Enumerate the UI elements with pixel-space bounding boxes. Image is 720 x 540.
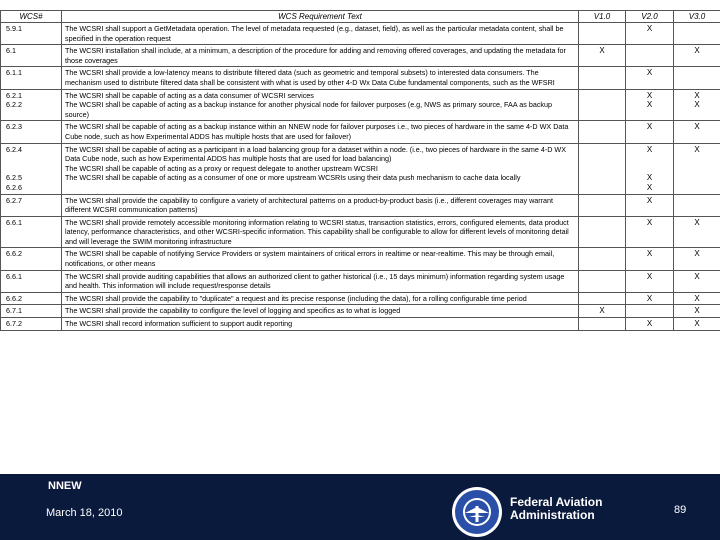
col-header-id: WCS# (1, 11, 62, 23)
v1-mark (579, 67, 626, 89)
table-row (1, 305, 720, 318)
v3-mark (674, 194, 720, 216)
v2-mark: X (626, 248, 674, 270)
v2-mark: X (626, 23, 674, 45)
requirement-id: 6.7.2 (1, 318, 62, 331)
requirement-id: 6.6.2 (1, 248, 62, 270)
v3-mark: X (674, 248, 720, 270)
requirement-text: The WCSRI installation shall include, at a minimum, a description of the procedure for adding and removing offered coverages, and updating the metadata for those coverages (62, 45, 579, 67)
requirement-id: 6.6.2 (1, 292, 62, 305)
v1-mark (579, 121, 626, 143)
col-header-v3: V3.0 (674, 11, 720, 23)
table-row (1, 194, 720, 216)
v1-mark (579, 143, 626, 194)
faa-seal-icon (451, 486, 503, 538)
requirement-text: The WCSRI shall provide remotely accessible monitoring information relating to WCSRI status, transaction statistics, errors, configured elements, data product latency, performance characteristics, and other WCSRI-specific information. This capability shall be configurable to allow for different levels of monitoring detail and will leverage the SWIM monitoring infrastructure (62, 216, 579, 248)
v3-mark (674, 67, 720, 89)
requirement-text: The WCSRI shall support a GetMetadata operation. The level of metadata requested (e.g., dataset, field), as well as the particular metadata content, shall be specified in the operation request (62, 23, 579, 45)
v1-mark (579, 292, 626, 305)
v2-mark: X (626, 292, 674, 305)
requirement-id: 5.9.1 (1, 23, 62, 45)
requirement-id: 6.2.4 6.2.5 6.2.6 (1, 143, 62, 194)
v2-mark: X (626, 121, 674, 143)
v3-mark: X (674, 318, 720, 331)
requirement-text: The WCSRI shall be capable of acting as a data consumer of WCSRI services The WCSRI shall be capable of acting as a backup instance for another physical node for failover purposes (e.g, NWS as primary source, FAA as backup source) (62, 89, 579, 121)
table-row (1, 89, 720, 121)
requirement-id: 6.6.1 (1, 216, 62, 248)
page-number: 89 (674, 504, 687, 516)
v3-mark (674, 23, 720, 45)
agency-name (510, 496, 602, 522)
requirement-text: The WCSRI shall provide the capability to configure the level of logging and specifics as to what is logged (62, 305, 579, 318)
table-row (1, 45, 720, 67)
v2-mark (626, 45, 674, 67)
v1-mark (579, 248, 626, 270)
footer-bar (0, 474, 720, 540)
requirement-text: The WCSRI shall record information sufficient to support audit reporting (62, 318, 579, 331)
v1-mark (579, 23, 626, 45)
table-row (1, 143, 720, 194)
v1-mark (579, 318, 626, 331)
table-row (1, 121, 720, 143)
requirement-id: 6.1.1 (1, 67, 62, 89)
requirement-text: The WCSRI shall be capable of acting as a participant in a load balancing group for a dataset within a node. (i.e., two pieces of hardware in the same 4-D WX Data Cube node, such as how Experimental ADDS has multiple hosts that are used for load balancing) The WCSRI shall be capable of acting as a proxy or request delegate to another upstream WCSRI The WCSRI shall be capable of acting as a consumer of one or more upstream WCSRIs using their data push mechanism to cache data locally (62, 143, 579, 194)
v2-mark: X (626, 67, 674, 89)
v1-mark: X (579, 45, 626, 67)
v3-mark: X (674, 216, 720, 248)
program-name: NNEW (48, 480, 82, 492)
v3-mark: X (674, 292, 720, 305)
requirement-id: 6.6.1 (1, 270, 62, 292)
v2-mark: X (626, 216, 674, 248)
table-row (1, 216, 720, 248)
v3-mark: X (674, 305, 720, 318)
table-row (1, 248, 720, 270)
requirement-text: The WCSRI shall be capable of notifying Service Providers or system maintainers of critical errors in realtime or near-realtime. This may be through email, notifications, or other means (62, 248, 579, 270)
agency-name-text: Federal Aviation Administration (510, 495, 603, 522)
table-row (1, 318, 720, 331)
v3-mark: X (674, 270, 720, 292)
requirement-id: 6.1 (1, 45, 62, 67)
v2-mark: X (626, 194, 674, 216)
table-row (1, 23, 720, 45)
requirement-id: 6.2.7 (1, 194, 62, 216)
v3-mark: X (674, 143, 720, 194)
requirement-text: The WCSRI shall be capable of acting as a backup instance within an NNEW node for failover purposes i.e., two pieces of hardware in the same 4-D WX Data Cube node, such as how Experimental ADDS has multiple hosts that are used for failover) (62, 121, 579, 143)
v1-mark: X (579, 305, 626, 318)
requirement-text: The WCSRI shall provide a low-latency means to distribute filtered data (such as geometric and temporal subsets) to interested data consumers. The mechanism used to distribute filtered data shall be consistent with what is used by other 4-D Wx Data Cube fundamental components, such as the WFSRI (62, 67, 579, 89)
presentation-date: March 18, 2010 (46, 507, 123, 519)
v2-mark: X X (626, 89, 674, 121)
table-row (1, 292, 720, 305)
v3-mark: X X (674, 89, 720, 121)
requirement-text: The WCSRI shall provide auditing capabilities that allows an authorized client to gather historical (i.e., 15 days minimum) information regarding system usage and health. This information will include request/response details (62, 270, 579, 292)
col-header-text: WCS Requirement Text (62, 11, 579, 23)
v3-mark: X (674, 45, 720, 67)
col-header-v2: V2.0 (626, 11, 674, 23)
table-row (1, 270, 720, 292)
table-row (1, 67, 720, 89)
requirement-id: 6.7.1 (1, 305, 62, 318)
requirement-text: The WCSRI shall provide the capability to "duplicate" a request and its precise response (including the data), for a rolling configurable time period (62, 292, 579, 305)
v2-mark: X X X (626, 143, 674, 194)
v1-mark (579, 270, 626, 292)
v1-mark (579, 89, 626, 121)
v1-mark (579, 216, 626, 248)
v2-mark: X (626, 270, 674, 292)
requirement-text: The WCSRI shall provide the capability to configure a variety of architectural patterns on a product-by-product basis (i.e., different coverages may warrant different WCSRI communication patterns) (62, 194, 579, 216)
v2-mark (626, 305, 674, 318)
table-header-row (1, 11, 720, 23)
v1-mark (579, 194, 626, 216)
requirement-id: 6.2.3 (1, 121, 62, 143)
v2-mark: X (626, 318, 674, 331)
v3-mark: X (674, 121, 720, 143)
requirement-id: 6.2.1 6.2.2 (1, 89, 62, 121)
requirements-table (0, 10, 720, 331)
col-header-v1: V1.0 (579, 11, 626, 23)
